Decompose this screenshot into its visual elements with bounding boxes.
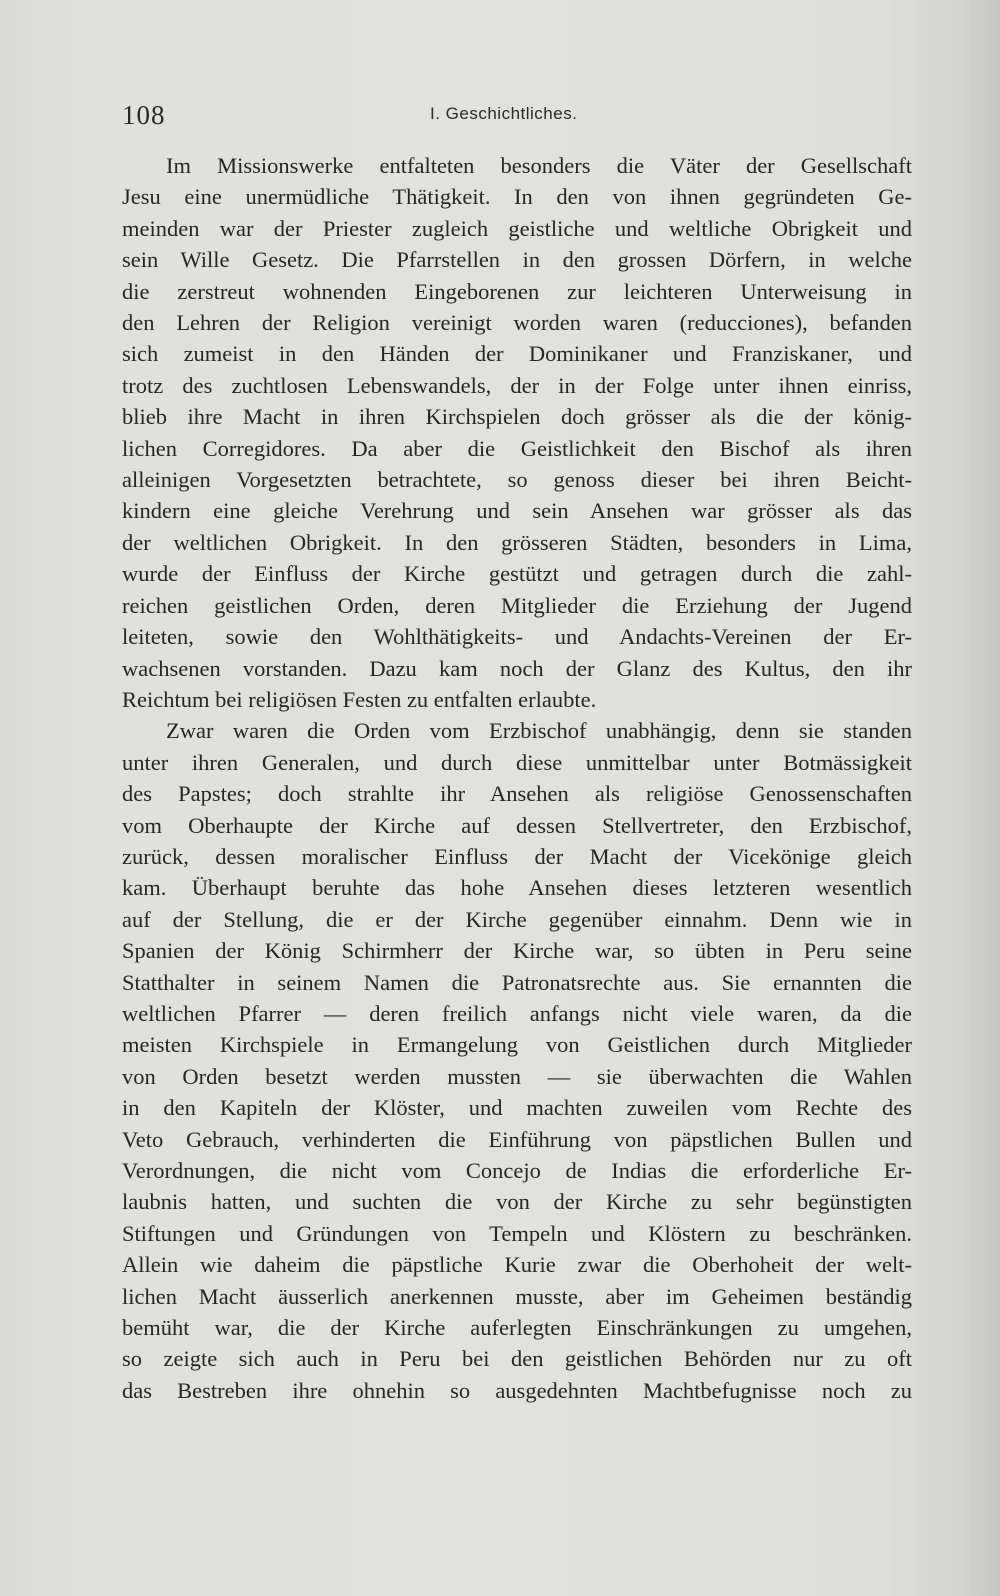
text-line: lichen Corregidores. Da aber die Geistlichkeit den Bischof als ihren (122, 435, 912, 461)
text-line: Stiftungen und Gründungen von Tempeln und Klöstern zu beschränken. (122, 1220, 912, 1246)
text-line: wachsenen vorstanden. Dazu kam noch der Glanz des Kultus, den ihr (122, 655, 912, 681)
text-line: zurück, dessen moralischer Einfluss der Macht der Vicekönige gleich (122, 843, 912, 869)
text-line: sich zumeist in den Händen der Dominikaner und Franziskaner, und (122, 341, 912, 367)
text-line: weltlichen Pfarrer — deren freilich anfangs nicht viele waren, da die (122, 1000, 912, 1026)
text-line: Verordnungen, die nicht vom Concejo de Indias die erforderliche Er- (122, 1158, 912, 1183)
text-line: Zwar waren die Orden vom Erzbischof unabhängig, denn sie standen (166, 718, 912, 744)
text-line: laubnis hatten, und suchten die von der Kirche zu sehr begünstigten (122, 1189, 912, 1215)
text-line: Im Missionswerke entfalteten besonders die Väter der Gesellschaft (166, 153, 912, 178)
text-line: bemüht war, die der Kirche auferlegten Einschränkungen zu umgehen, (122, 1315, 912, 1341)
text-line: Statthalter in seinem Namen die Patronatsrechte aus. Sie ernannten die (122, 969, 912, 995)
text-line: trotz des zuchtlosen Lebenswandels, der in der Folge unter ihnen einriss, (122, 372, 912, 398)
text-line: blieb ihre Macht in ihren Kirchspielen doch grösser als die der könig- (122, 404, 912, 430)
text-line: lichen Macht äusserlich anerkennen musste, aber im Geheimen beständig (122, 1283, 912, 1309)
text-line: Allein wie daheim die päpstliche Kurie zwar die Oberhoheit der welt- (122, 1252, 912, 1278)
text-line: auf der Stellung, die er der Kirche gegenüber einnahm. Denn wie in (122, 906, 912, 932)
text-line: sein Wille Gesetz. Die Pfarrstellen in den grossen Dörfern, in welche (122, 247, 912, 273)
text-line: alleinigen Vorgesetzten betrachtete, so genoss dieser bei ihren Beicht- (122, 467, 912, 493)
text-line: der weltlichen Obrigkeit. In den grösseren Städten, besonders in Lima, (122, 529, 912, 555)
text-line: in den Kapiteln der Klöster, und machten zuweilen vom Rechte des (122, 1095, 912, 1121)
paragraph-2 (122, 715, 912, 1406)
text-line: Jesu eine unermüdliche Thätigkeit. In den von ihnen gegründeten Ge- (122, 184, 912, 210)
text-line: die zerstreut wohnenden Eingeborenen zur leichteren Unterweisung in (122, 278, 912, 304)
text-line: unter ihren Generalen, und durch diese unmittelbar unter Botmässigkeit (122, 749, 912, 775)
text-line: Spanien der König Schirmherr der Kirche war, so übten in Peru seine (122, 938, 912, 964)
text-line: Veto Gebrauch, verhinderten die Einführung von päpstlichen Bullen und (122, 1126, 912, 1152)
text-line: Reichtum bei religiösen Festen zu entfalten erlaubte. (122, 686, 597, 712)
text-line: kindern eine gleiche Verehrung und sein Ansehen war grösser als das (122, 498, 912, 524)
text-line: des Papstes; doch strahlte ihr Ansehen als religiöse Genossenschaften (122, 781, 912, 807)
text-line: das Bestreben ihre ohnehin so ausgedehnten Machtbefugnisse noch zu (122, 1377, 912, 1403)
page-number: 108 (122, 100, 166, 130)
text-line: meisten Kirchspiele in Ermangelung von Geistlichen durch Mitglieder (122, 1032, 912, 1058)
text-line: vom Oberhaupte der Kirche auf dessen Stellvertreter, den Erzbischof, (122, 812, 912, 838)
text-line: kam. Überhaupt beruhte das hohe Ansehen dieses letzteren wesentlich (122, 875, 912, 901)
text-line: wurde der Einfluss der Kirche gestützt und getragen durch die zahl- (122, 561, 912, 587)
text-line: so zeigte sich auch in Peru bei den geistlichen Behörden nur zu oft (122, 1346, 912, 1372)
text-line: von Orden besetzt werden mussten — sie überwachten die Wahlen (122, 1063, 912, 1089)
text-line: reichen geistlichen Orden, deren Mitglieder die Erziehung der Jugend (122, 592, 912, 618)
body-text (122, 150, 912, 1406)
paragraph-1 (122, 150, 912, 715)
text-line: leiteten, sowie den Wohlthätigkeits- und Andachts-Vereinen der Er- (122, 624, 912, 650)
running-head: I. Geschichtliches. (430, 104, 578, 123)
text-line: den Lehren der Religion vereinigt worden waren (reducciones), befanden (122, 310, 912, 336)
text-line: meinden war der Priester zugleich geistliche und weltliche Obrigkeit und (122, 215, 912, 241)
